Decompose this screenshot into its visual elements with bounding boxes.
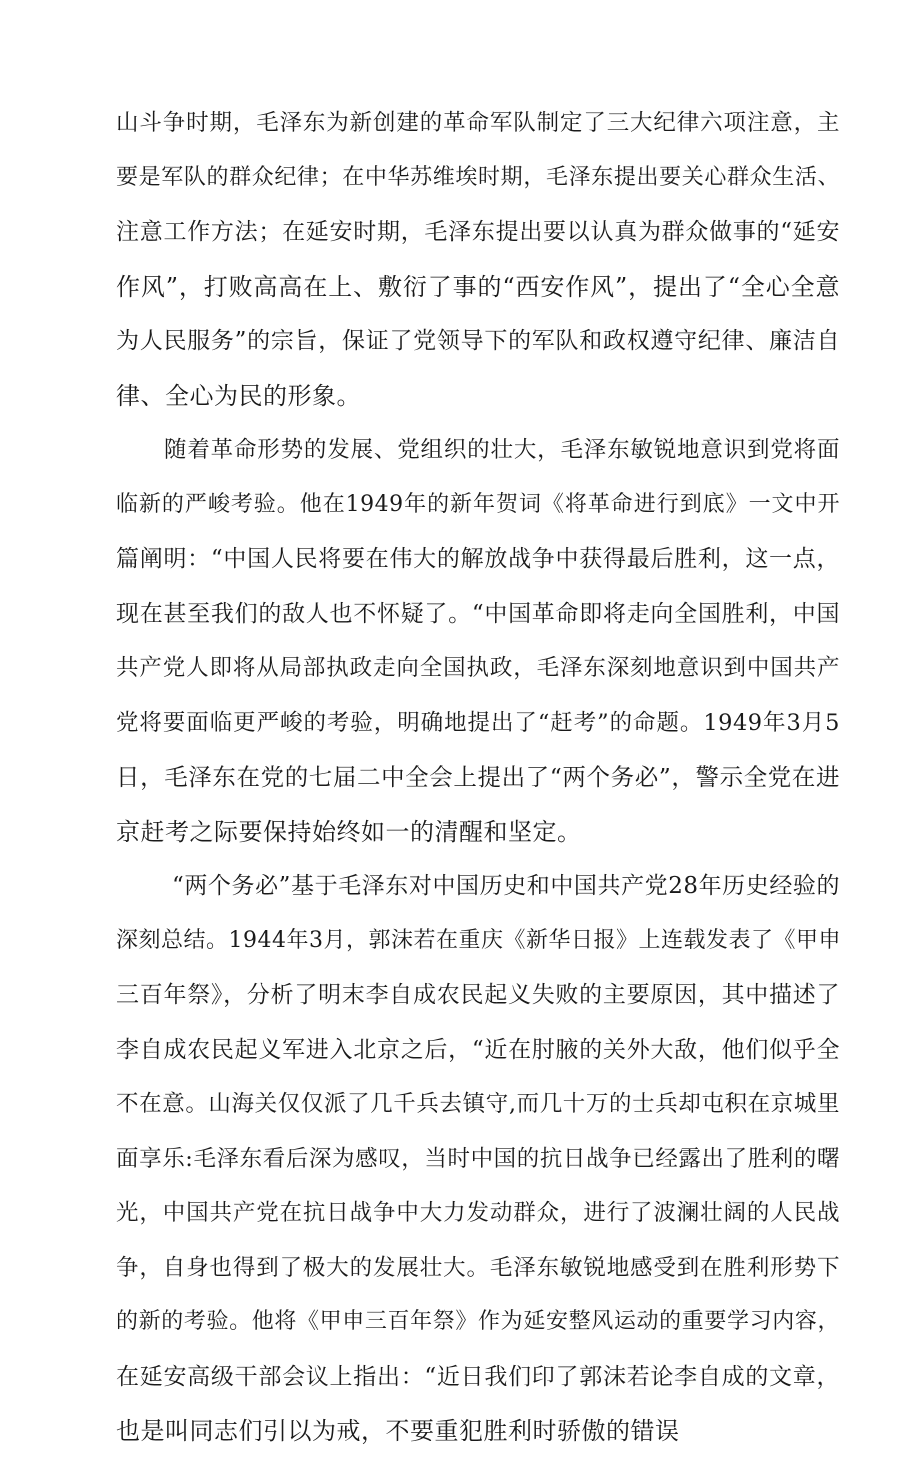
text-line: 在延安高级干部会议上指出：“近日我们印了郭沫若论李自成的文章， xyxy=(116,1363,840,1390)
text-line: 李自成农民起义军进入北京之后，“近在肘腋的关外大敌，他们似乎全 xyxy=(116,1036,840,1063)
text-line: 篇阐明：“中国人民将要在伟大的解放战争中获得最后胜利，这一点， xyxy=(116,546,840,572)
text-line: 现在甚至我们的敌人也不怀疑了。“中国革命即将走向全国胜利，中国 xyxy=(116,600,840,627)
text-line: “两个务必”基于毛泽东对中国历史和中国共产党28年历史经验的 xyxy=(172,873,840,899)
text-line: 为人民服务”的宗旨，保证了党领导下的军队和政权遵守纪律、廉洁自 xyxy=(116,328,840,354)
text-line: 党将要面临更严峻的考验，明确地提出了“赶考”的命题。1949年3月5 xyxy=(116,709,840,736)
text-line: 不在意。山海关仅仅派了几千兵去镇守,而几十万的士兵却屯积在京城里 xyxy=(116,1091,840,1117)
text-line: 的新的考验。他将《甲申三百年祭》作为延安整风运动的重要学习内容， xyxy=(116,1309,840,1334)
text-line: 京赶考之际要保持始终如一的清醒和坚定。 xyxy=(116,817,582,846)
text-line: 随着革命形势的发展、党组织的壮大，毛泽东敏锐地意识到党将面 xyxy=(164,437,840,463)
text-line: 日，毛泽东在党的七届二中全会上提出了“两个务必”，警示全党在进 xyxy=(116,763,840,791)
text-line: 作风”，打败高高在上、敷衍了事的“西安作风”，提出了“全心全意 xyxy=(116,272,840,301)
text-line: 律、全心为民的形象。 xyxy=(116,381,361,410)
text-line: 面享乐:毛泽东看后深为感叹，当时中国的抗日战争已经露出了胜利的曙 xyxy=(116,1145,840,1172)
text-line: 光，中国共产党在抗日战争中大力发动群众，进行了波澜壮阔的人民战 xyxy=(116,1200,840,1226)
text-line: 临新的严峻考验。他在1949年的新年贺词《将革命进行到底》一文中开 xyxy=(116,491,840,517)
text-line: 共产党人即将从局部执政走向全国执政，毛泽东深刻地意识到中国共产 xyxy=(116,655,840,681)
text-line: 也是叫同志们引以为戒，不要重犯胜利时骄傲的错误 xyxy=(116,1417,680,1445)
text-line: 深刻总结。1944年3月，郭沫若在重庆《新华日报》上连载发表了《甲申 xyxy=(116,927,841,953)
text-line: 山斗争时期，毛泽东为新创建的革命军队制定了三大纪律六项注意，主 xyxy=(116,110,840,136)
text-line: 三百年祭》，分析了明末李自成农民起义失败的主要原因，其中描述了 xyxy=(116,982,840,1008)
text-line: 争，自身也得到了极大的发展壮大。毛泽东敏锐地感受到在胜利形势下 xyxy=(116,1254,840,1281)
body-text xyxy=(116,96,840,1459)
text-line: 注意工作方法；在延安时期，毛泽东提出要以认真为群众做事的“延安 xyxy=(116,219,840,245)
text-line: 要是军队的群众纪律；在中华苏维埃时期，毛泽东提出要关心群众生活、 xyxy=(116,164,840,190)
